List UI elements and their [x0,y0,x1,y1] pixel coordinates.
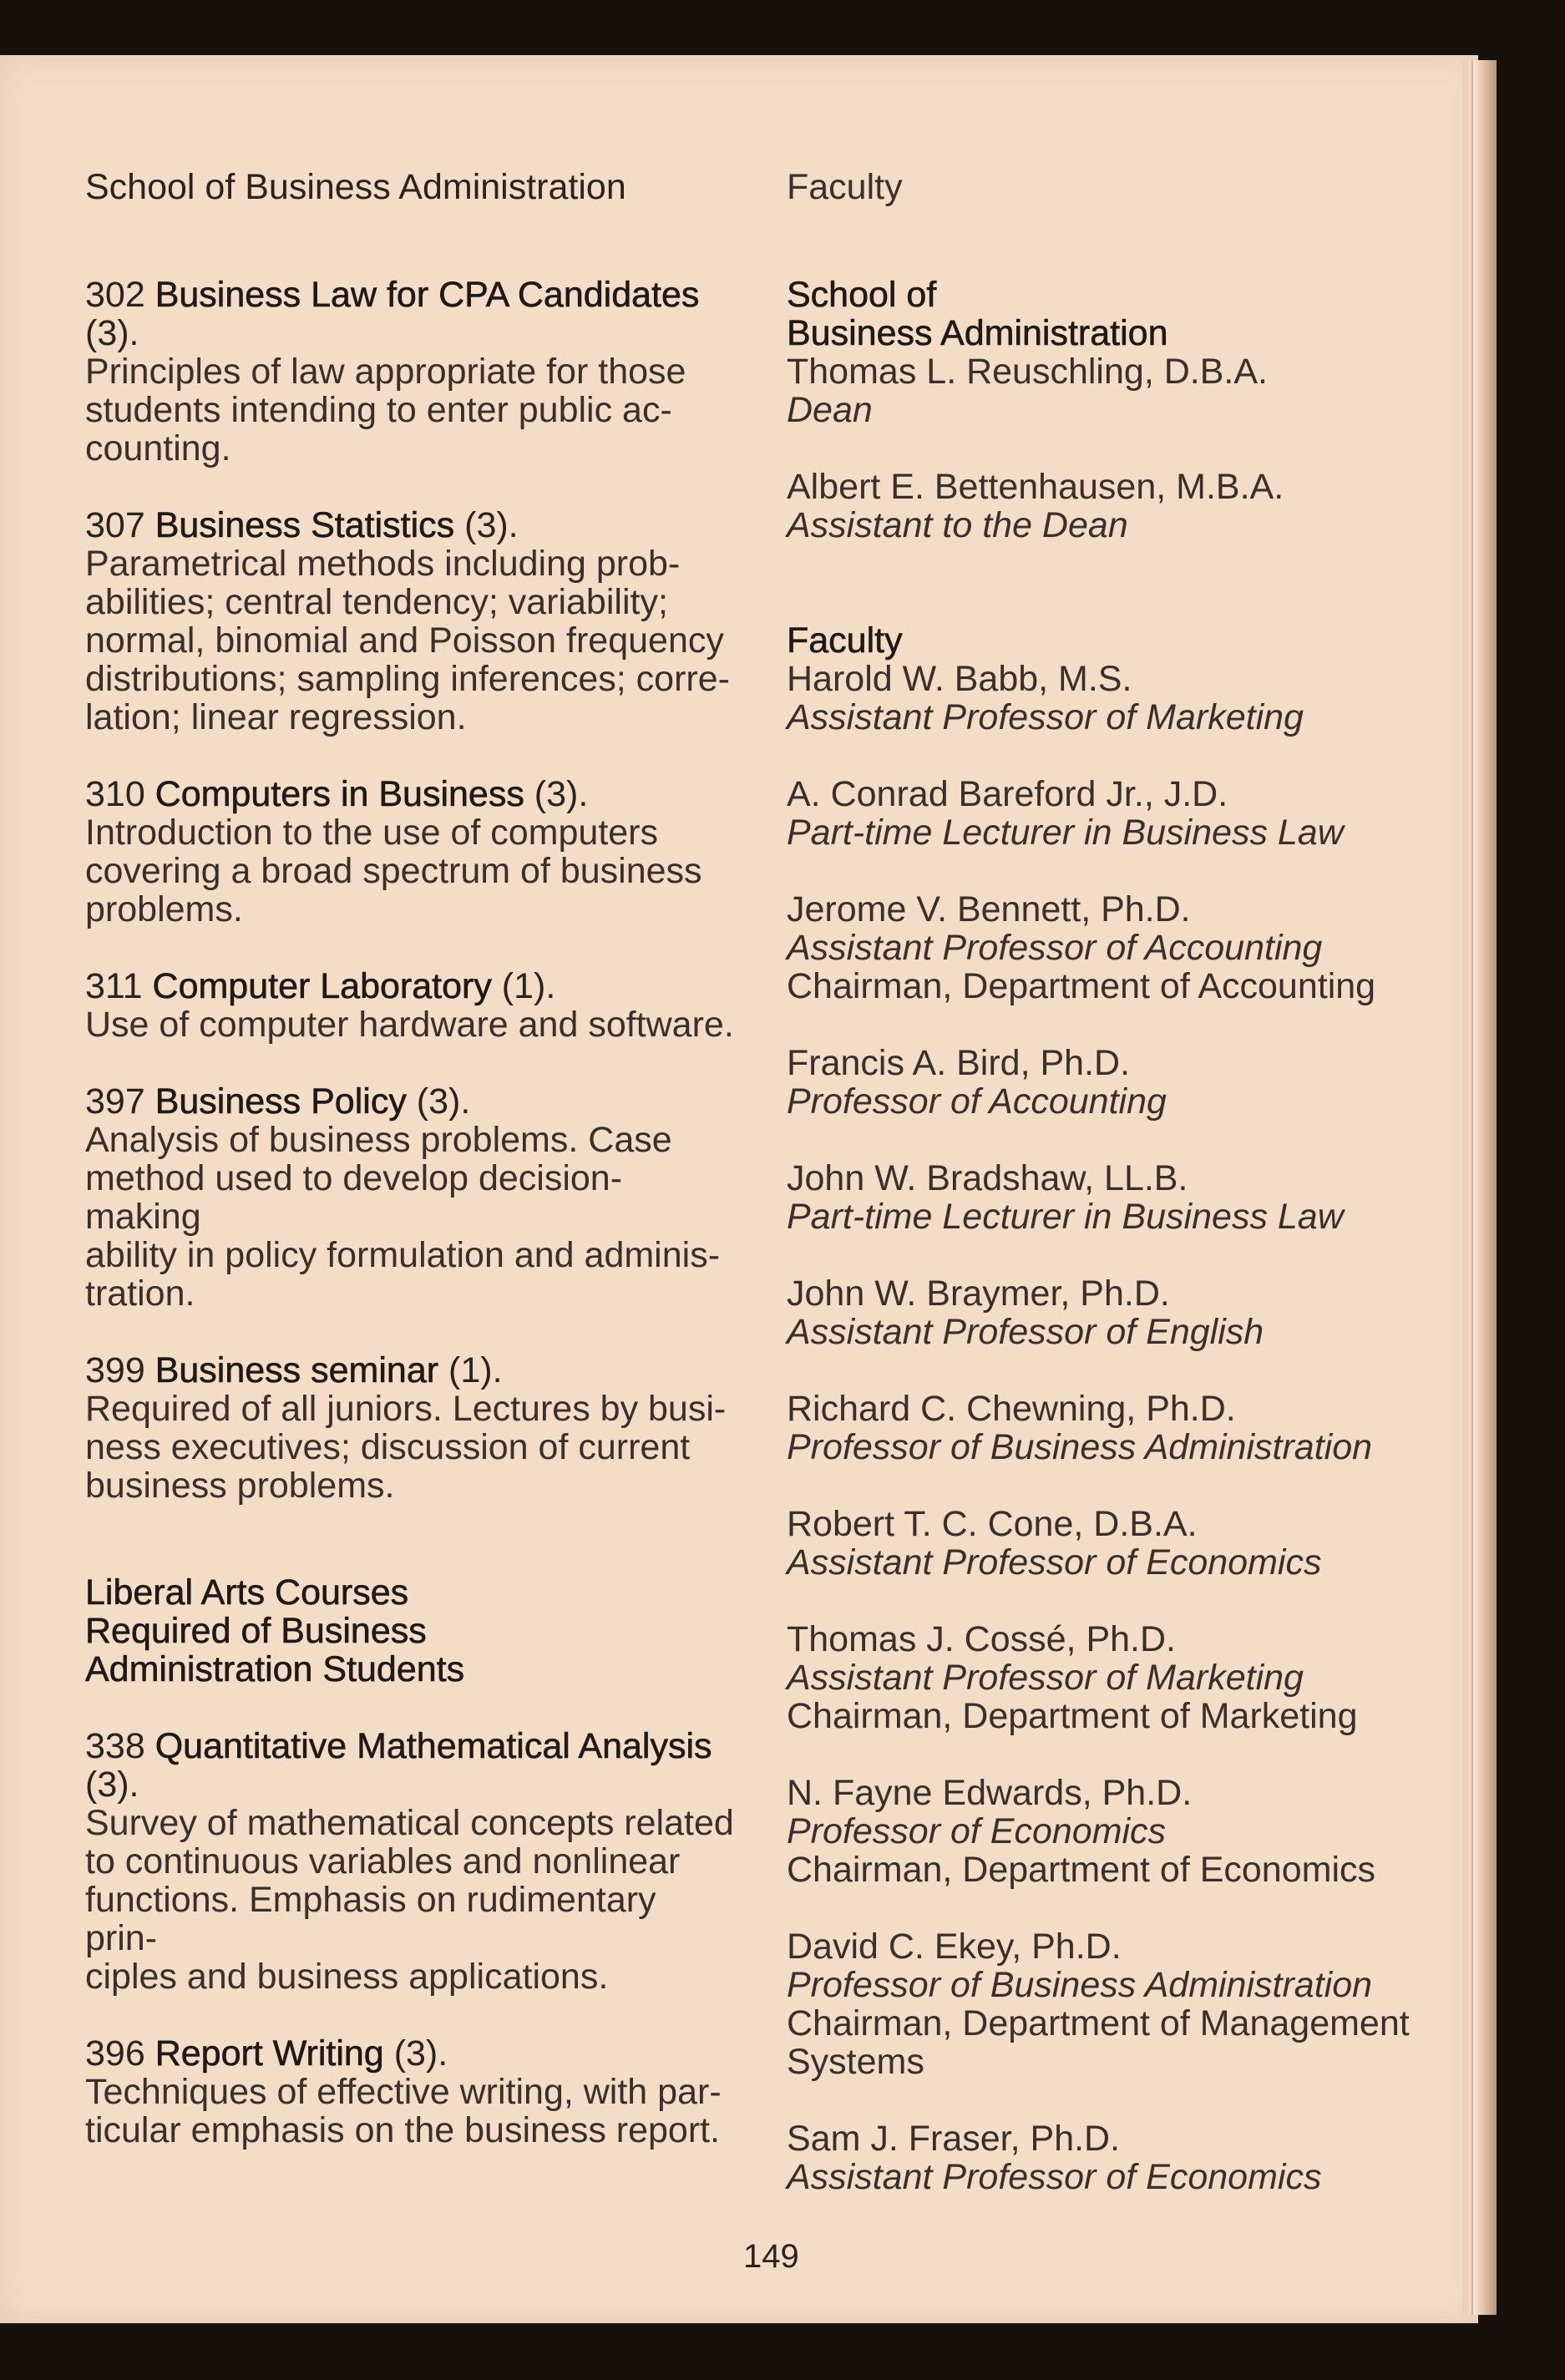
course-entry [85,1351,737,1505]
course-name: Business Law for CPA Candidates [154,275,700,315]
course-description-line: problems. [85,889,243,929]
course-number: 399 [85,1350,145,1390]
person-role: Chairman, Department of Management [787,2003,1410,2043]
person-name: Thomas J. Cossé, Ph.D. [787,1619,1176,1659]
person-title: Assistant Professor of Marketing [787,1658,1304,1698]
person-name: Sam J. Fraser, Ph.D. [787,2119,1121,2159]
course-credits: (1). [448,1350,503,1390]
faculty-entry [787,2119,1421,2196]
person-name: A. Conrad Bareford Jr., J.D. [787,774,1228,814]
faculty-entry [787,775,1421,852]
course-title [85,1351,737,1390]
faculty-entry [787,352,1421,429]
course-entry [85,775,737,929]
course-credits: (1). [501,966,556,1006]
person-name: N. Fayne Edwards, Ph.D. [787,1773,1193,1813]
course-entry [85,276,737,468]
person-title: Assistant to the Dean [787,505,1128,545]
liberal-arts-heading: Liberal Arts Courses Required of Business Administration Students [85,1572,465,1689]
person-name: Richard C. Chewning, Ph.D. [787,1389,1236,1429]
course-list-column [85,276,737,2188]
course-description-line: ability in policy formulation and adminis- [85,1235,721,1275]
faculty-entry [787,1390,1421,1466]
person-title: Professor of Business Administration [787,1427,1373,1467]
faculty-entry [787,890,1421,1005]
person-name: Francis A. Bird, Ph.D. [787,1043,1131,1083]
person-title: Assistant Professor of Economics [787,1542,1322,1582]
course-description-line: Survey of mathematical concepts related [85,1803,734,1843]
course-title [85,775,737,813]
person-name: Harold W. Babb, M.S. [787,659,1132,699]
course-description-line: business problems. [85,1466,395,1506]
person-name: Albert E. Bettenhausen, M.B.A. [787,467,1284,507]
course-number: 396 [85,2033,145,2074]
person-title: Dean [787,390,873,430]
running-header-left: School of Business Administration [85,167,626,207]
course-title [85,1082,737,1121]
course-description-line: ticular emphasis on the business report. [85,2110,721,2150]
course-number: 307 [85,505,145,545]
course-description-line: students intending to enter public ac- [85,390,672,430]
course-name: Computers in Business [154,774,524,814]
faculty-entry [787,660,1421,737]
course-name: Computer Laboratory [152,966,492,1006]
course-name: Business Statistics [154,505,455,545]
course-name: Business seminar [154,1350,439,1390]
person-name: John W. Braymer, Ph.D. [787,1274,1170,1314]
person-role: Chairman, Department of Accounting [787,966,1376,1006]
person-title: Assistant Professor of Marketing [787,697,1304,737]
course-description-line: Introduction to the use of computers [85,813,659,853]
course-description-line: Required of all juniors. Lectures by busi- [85,1389,727,1429]
course-description-line: functions. Emphasis on rudimentary prin- [85,1880,656,1958]
course-description-line: Techniques of effective writing, with par- [85,2072,722,2112]
faculty-column [787,276,1421,2235]
course-description-line: distributions; sampling inferences; corre- [85,659,730,699]
course-description-line: covering a broad spectrum of business [85,851,702,891]
course-description-line: Analysis of business problems. Case [85,1120,672,1160]
course-title [85,967,737,1005]
faculty-heading: Faculty [787,620,903,661]
course-description-line: tration. [85,1274,195,1314]
course-entry [85,967,737,1044]
course-number: 311 [85,966,143,1006]
course-name: Report Writing [154,2033,384,2074]
person-name: Thomas L. Reuschling, D.B.A. [787,352,1268,392]
course-description-line: Principles of law appropriate for those [85,352,686,392]
person-name: Jerome V. Bennett, Ph.D. [787,889,1191,929]
person-name: David C. Ekey, Ph.D. [787,1927,1122,1967]
person-title: Professor of Accounting [787,1081,1167,1122]
running-header-right: Faculty [787,167,903,207]
person-title: Professor of Business Administration [787,1965,1373,2005]
course-description-line: normal, binomial and Poisson frequency [85,620,724,661]
course-credits: (3). [464,505,519,545]
faculty-entry [787,1044,1421,1121]
person-title: Professor of Economics [787,1811,1167,1851]
faculty-entry [787,1274,1421,1351]
faculty-entry [787,1505,1421,1582]
course-name: Business Policy [154,1081,407,1122]
page-edge [1463,60,1497,2315]
course-entry [85,506,737,737]
course-entry [85,1082,737,1313]
faculty-entry [787,468,1421,544]
person-title: Assistant Professor of Economics [787,2157,1322,2197]
person-name: Robert T. C. Cone, D.B.A. [787,1504,1198,1544]
course-title [85,276,737,352]
course-number: 338 [85,1726,145,1766]
faculty-entry [787,1774,1421,1889]
administration-heading: School of Business Administration [787,275,1168,353]
course-title [85,1727,737,1804]
course-number: 397 [85,1081,145,1122]
course-credits: (3). [85,1765,139,1805]
course-credits: (3). [85,313,139,353]
person-name: John W. Bradshaw, LL.B. [787,1158,1188,1198]
page-number: 149 [743,2238,799,2275]
person-role: Chairman, Department of Marketing [787,1696,1358,1736]
person-role: Chairman, Department of Economics [787,1850,1376,1890]
faculty-entry [787,1620,1421,1735]
person-role: Systems [787,2042,924,2082]
course-number: 310 [85,774,145,814]
course-description-line: Parametrical methods including prob- [85,544,681,584]
course-description-line: ness executives; discussion of current [85,1427,691,1467]
course-title [85,506,737,544]
person-title: Assistant Professor of Accounting [787,928,1323,968]
course-title [85,2034,737,2073]
course-number: 302 [85,275,145,315]
course-entry [85,1727,737,1996]
course-credits: (3). [416,1081,471,1122]
course-description-line: abilities; central tendency; variability; [85,582,668,622]
faculty-entry [787,1927,1421,2081]
course-description-line: ciples and business applications. [85,1957,609,1997]
course-credits: (3). [393,2033,448,2074]
person-title: Part-time Lecturer in Business Law [787,813,1344,853]
course-entry [85,2034,737,2150]
course-description-line: counting. [85,428,231,468]
course-credits: (3). [534,774,589,814]
course-description-line: Use of computer hardware and software. [85,1005,734,1045]
course-description-line: lation; linear regression. [85,697,467,737]
course-description-line: method used to develop decision-making [85,1158,623,1237]
person-title: Part-time Lecturer in Business Law [787,1197,1344,1237]
faculty-entry [787,1159,1421,1236]
course-name: Quantitative Mathematical Analysis [154,1726,712,1766]
person-title: Assistant Professor of English [787,1312,1264,1352]
course-description-line: to continuous variables and nonlinear [85,1841,681,1881]
